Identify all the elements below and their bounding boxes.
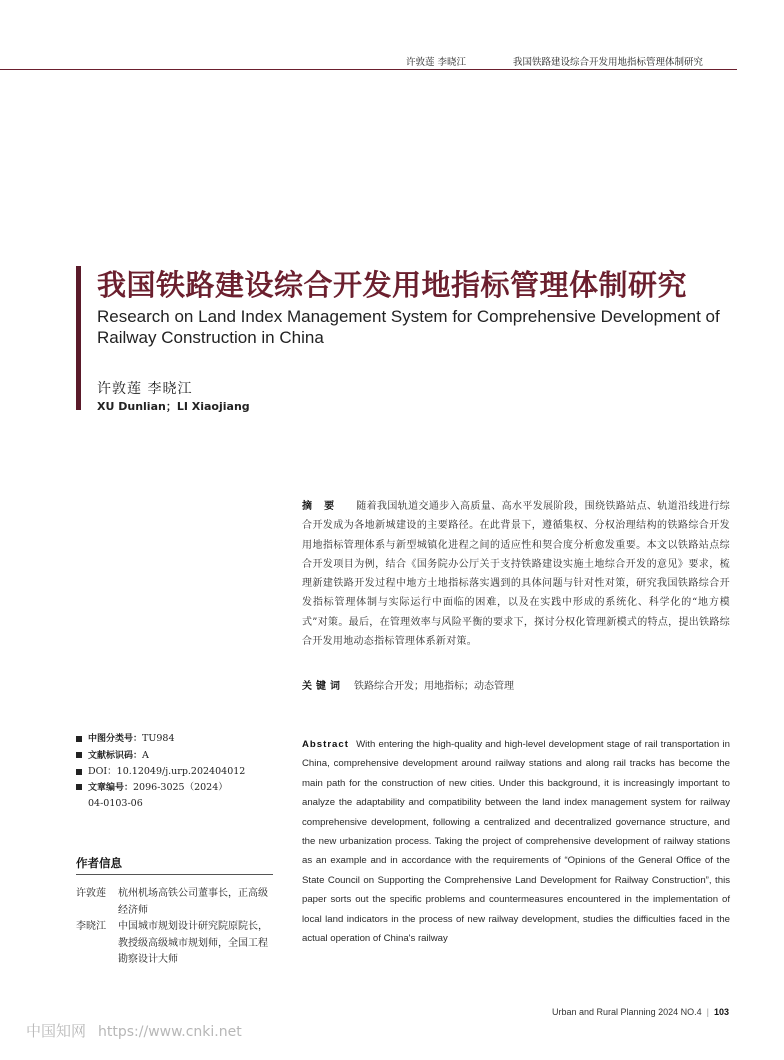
meta-doc-code bbox=[76, 748, 276, 765]
watermark-url[interactable]: https://www.cnki.net bbox=[98, 1024, 242, 1040]
keywords-cn-label: 关键词 bbox=[302, 681, 344, 692]
meta-article-no bbox=[76, 780, 276, 797]
meta-doc-label: 文献标识码： bbox=[88, 750, 143, 761]
author-info-list bbox=[76, 886, 276, 969]
meta-doi-value[interactable]: 10.12049/j.urp.202404012 bbox=[116, 766, 246, 777]
abstract-cn-label: 摘要 bbox=[302, 501, 347, 512]
running-header-title: 我国铁路建设综合开发用地指标管理体制研究 bbox=[513, 57, 704, 68]
watermark-brand: 中国知网 bbox=[26, 1022, 87, 1040]
meta-clc-label: 中图分类号： bbox=[88, 734, 143, 744]
article-metadata bbox=[76, 731, 276, 812]
authors-en: XU Dunlian；LI Xiaojiang bbox=[97, 400, 250, 413]
page-number: 103 bbox=[713, 1007, 729, 1017]
abstract-en-label: Abstract bbox=[302, 739, 349, 750]
author-info-text: 杭州机场高铁公司董事长，正高级经济师 bbox=[118, 888, 268, 916]
keywords-cn-text: 铁路综合开发；用地指标；动态管理 bbox=[354, 681, 514, 692]
abstract-en-text: With entering the high-quality and high-level development stage of rail transportation in China, comprehensive development around railway stations and along rail tracks has become the main path for the construction of new cities. Under this background, it is increasingly important to analyze the adaptability and compatibility between the land index management system for railway comprehensive development, following a centralized and decentralized governance structure, and the new urbanization process. Taking the project of comprehensive development of railway stations as an example and in accordance with the requirements of “Opinions of the General Office of the State Council on Supporting the Comprehensive Land Development for Railway Construction”, this paper sorts out the specific problems and countermeasures encountered in the implementation of local land indicators in the process of new railway development, studies the difficulties faced in the actual operation of China's railway bbox=[302, 739, 730, 945]
bullet-square-icon bbox=[76, 736, 82, 742]
meta-article-label: 文章编号： bbox=[88, 782, 134, 793]
abstract-en bbox=[302, 735, 730, 948]
page-footer bbox=[552, 1007, 729, 1017]
author-info-item bbox=[76, 919, 276, 969]
header-divider bbox=[0, 69, 737, 70]
authors-cn: 许敦莲 李晓江 bbox=[97, 381, 193, 397]
author-info-name: 李晓江 bbox=[76, 921, 106, 932]
author-info-text: 中国城市规划设计研究院原院长，教授级高级城市规划师，全国工程勘察设计大师 bbox=[118, 921, 268, 965]
author-info-item bbox=[76, 886, 276, 919]
author-info-heading: 作者信息 bbox=[76, 856, 122, 870]
bullet-square-icon bbox=[76, 769, 82, 775]
bullet-square-icon bbox=[76, 784, 82, 790]
page-title-en: Research on Land Index Management System for Comprehensive Development of Railway Construction in China bbox=[97, 307, 720, 347]
abstract-cn-text: 随着我国轨道交通步入高质量、高水平发展阶段，围绕铁路站点、轨道沿线进行综合开发成为各地新城建设的主要路径。在此背景下，遵循集权、分权治理结构的铁路综合开发用地指标管理体系与新型城镇化进程之间的适应性和契合度分析愈发重要。本文以铁路站点综合开发项目为例，结合《国务院办公厅关于支持铁路建设实施土地综合开发的意见》要求，梳理新建铁路开发过程中地方土地指标落实遇到的具体问题与针对性对策，研究我国铁路综合开发指标管理体制与实际运行中面临的困难，以及在实践中形成的系统化、科学化的“地方模式”对策。最后，在管理效率与风险平衡的要求下，探讨分权化管理新模式的特点，提出铁路综合开发用地动态指标管理体系新对策。 bbox=[302, 501, 731, 648]
meta-clc bbox=[76, 731, 276, 748]
meta-clc-value: TU984 bbox=[142, 733, 175, 744]
keywords-cn bbox=[302, 677, 730, 692]
meta-doi-label: DOI： bbox=[88, 766, 117, 777]
meta-doc-value: A bbox=[142, 749, 149, 761]
page-title-cn: 我国铁路建设综合开发用地指标管理体制研究 bbox=[97, 268, 688, 302]
bullet-square-icon bbox=[76, 752, 82, 758]
author-info-name: 许敦莲 bbox=[76, 888, 106, 899]
meta-article-value-cont: 04-0103-06 bbox=[88, 798, 143, 809]
running-header-authors: 许敦莲 李晓江 bbox=[406, 57, 467, 68]
abstract-cn bbox=[302, 497, 730, 651]
title-accent-bar bbox=[76, 266, 81, 410]
author-info-divider bbox=[76, 874, 273, 875]
meta-doi bbox=[76, 764, 276, 780]
footer-journal: Urban and Rural Planning 2024 NO.4 bbox=[552, 1007, 702, 1017]
watermark bbox=[26, 1020, 242, 1041]
footer-separator: | bbox=[706, 1007, 709, 1017]
meta-article-value: 2096-3025（2024） bbox=[133, 781, 228, 793]
